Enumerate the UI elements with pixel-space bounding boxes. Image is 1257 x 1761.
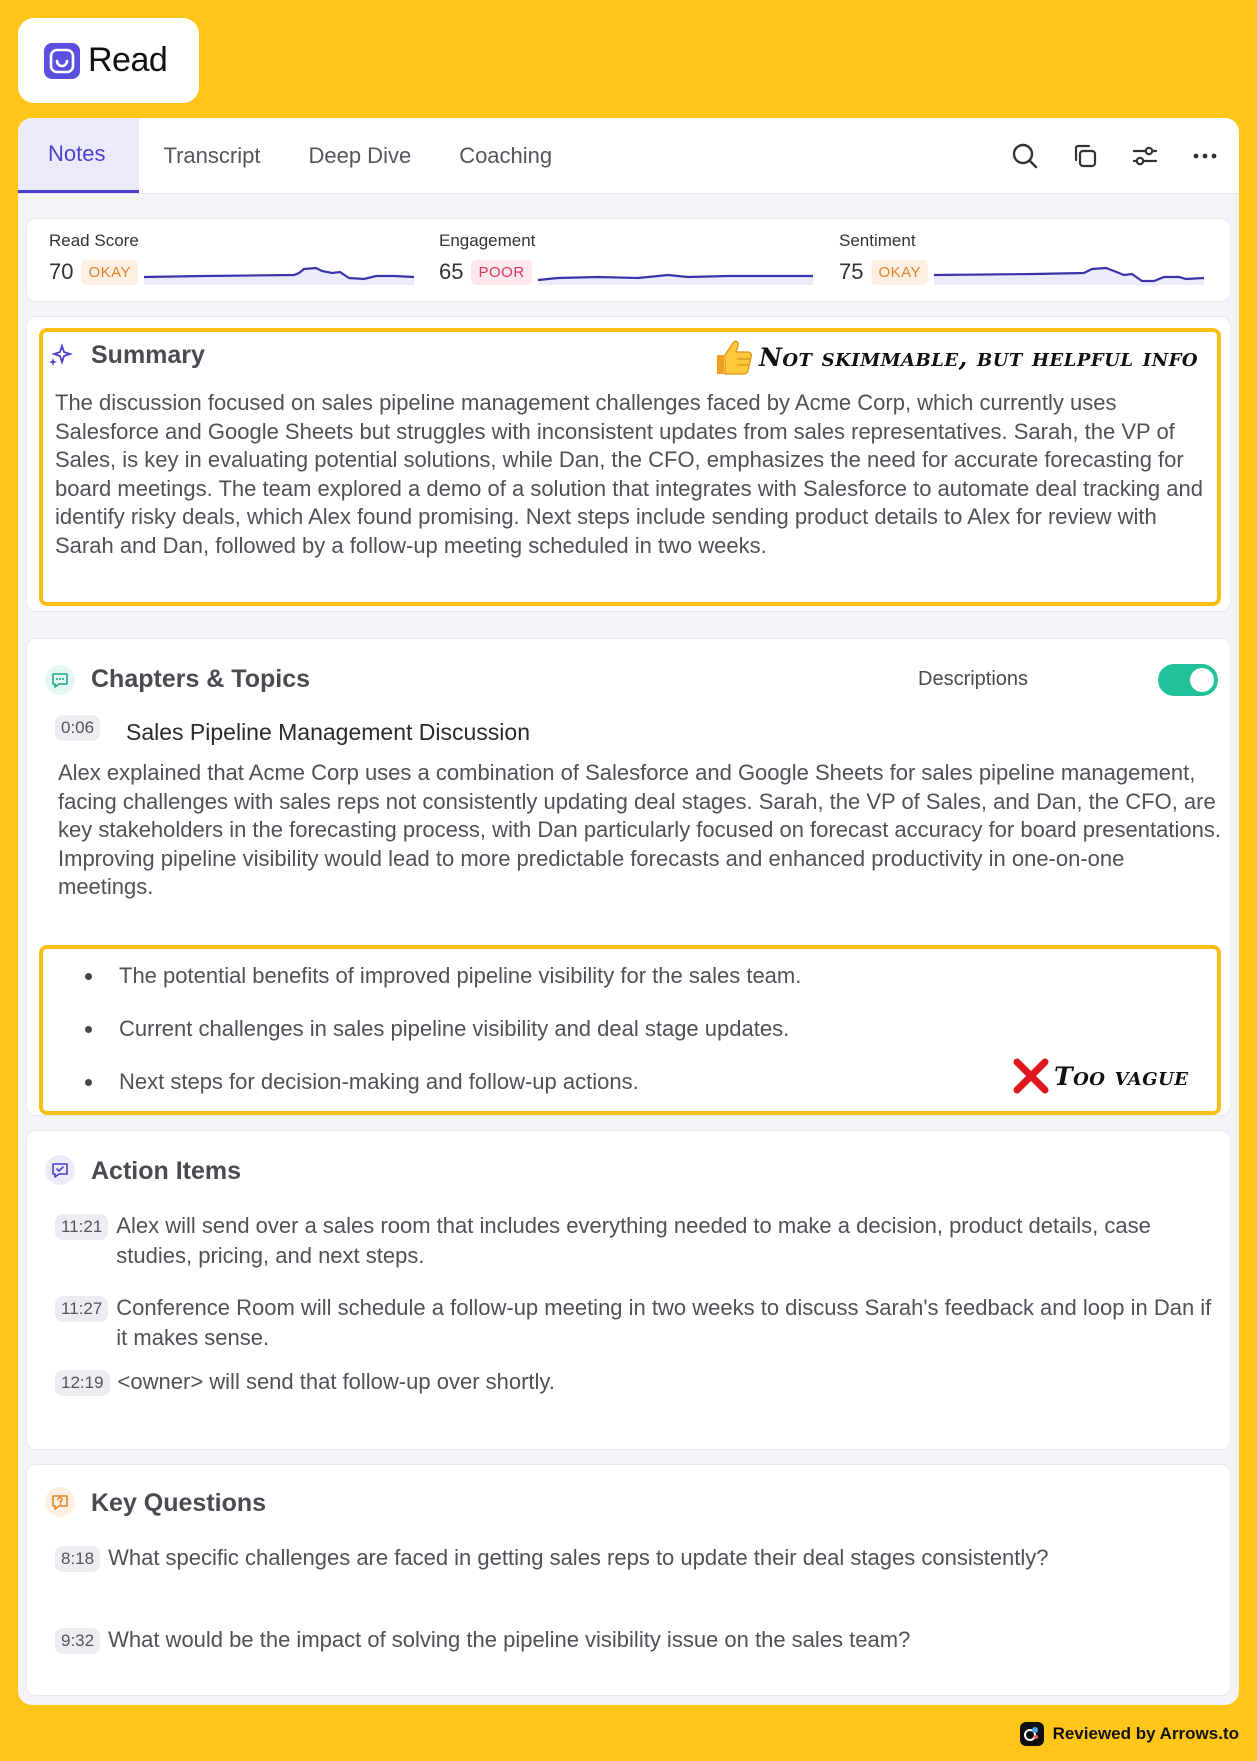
score-read[interactable] [49, 231, 414, 285]
timestamp[interactable]: 8:18 [55, 1546, 100, 1572]
chapters-card [26, 638, 1231, 1116]
score-label: Read Score [49, 231, 139, 250]
read-logo-icon [44, 43, 80, 79]
check-chat-icon [45, 1155, 75, 1185]
question-text: What specific challenges are faced in getting sales reps to update their deal stages consistently? [108, 1545, 1049, 1570]
chapter-title[interactable]: Sales Pipeline Management Discussion [126, 719, 530, 745]
tab-deep-dive[interactable]: Deep Dive [308, 142, 412, 168]
tab-bar [18, 118, 1239, 194]
sparkline-chart [934, 259, 1204, 285]
arrows-logo-icon [1019, 1721, 1045, 1747]
red-x-icon [1012, 1057, 1050, 1095]
action-items-card [26, 1130, 1231, 1450]
status-badge: OKAY [81, 260, 138, 285]
list-item: Next steps for decision-making and follow-up actions. [85, 1069, 801, 1122]
list-item[interactable] [55, 1293, 1225, 1353]
footer-text: Reviewed by Arrows.to [1052, 1724, 1239, 1743]
key-questions-title: Key Questions [91, 1489, 267, 1517]
list-item: Current challenges in sales pipeline visibility and deal stage updates. [85, 1016, 801, 1069]
question-chat-icon [45, 1487, 75, 1517]
list-item[interactable] [55, 1543, 1225, 1573]
action-item-text: Conference Room will schedule a follow-up meeting in two weeks to discuss Sarah's feedback and loop in Dan if it makes sense. [116, 1295, 1212, 1350]
list-item: The potential benefits of improved pipeline visibility for the sales team. [85, 963, 801, 1016]
sparkline-chart [538, 259, 813, 285]
summary-title: Summary [91, 341, 205, 369]
app-window [18, 118, 1239, 1705]
search-icon[interactable] [1009, 140, 1041, 172]
action-item-text: <owner> will send that follow-up over shortly. [117, 1369, 555, 1394]
tab-coaching[interactable]: Coaching [459, 142, 553, 168]
thumbs-up-icon [713, 337, 755, 377]
chapter-description: Alex explained that Acme Corp uses a combination of Salesforce and Google Sheets for sales pipeline management, facing challenges with sales reps not consistently updating deal stages. Sarah, the VP of Sales, and Dan, the CFO, are key stakeholders in the forecasting process, with Dan particularly focused on forecast accuracy for board presentations. Improving pipeline visibility would lead to more predictable forecasts and enhanced productivity in one-on-one meetings. [58, 760, 1221, 899]
summary-card [26, 316, 1231, 612]
score-sentiment[interactable] [839, 231, 1204, 285]
reviewed-by-badge[interactable] [1019, 1721, 1239, 1747]
score-value: 75 [839, 259, 864, 284]
settings-sliders-icon[interactable] [1129, 140, 1161, 172]
more-icon[interactable] [1189, 140, 1221, 172]
tab-transcript[interactable]: Transcript [163, 142, 261, 168]
score-label: Sentiment [839, 231, 916, 250]
tab-notes[interactable]: Notes [18, 118, 139, 193]
timestamp[interactable]: 11:21 [55, 1214, 108, 1240]
descriptions-toggle[interactable] [1158, 664, 1218, 696]
chat-bubble-icon [45, 665, 75, 695]
list-item[interactable] [55, 1625, 1225, 1655]
annotation-text: Too vague [1054, 1061, 1189, 1091]
list-item[interactable] [55, 1211, 1225, 1271]
score-engagement[interactable] [439, 231, 813, 285]
status-badge: POOR [471, 260, 531, 285]
timestamp[interactable]: 9:32 [55, 1628, 100, 1654]
action-items-title: Action Items [91, 1157, 242, 1185]
annotation-note [713, 337, 1198, 377]
brand-name: Read [88, 41, 168, 79]
list-item[interactable] [55, 1367, 1225, 1397]
sparkline-chart [144, 259, 414, 285]
status-badge: OKAY [871, 260, 928, 285]
timestamp[interactable]: 12:19 [55, 1370, 110, 1396]
action-item-text: Alex will send over a sales room that includes everything needed to make a decision, product details, case studies, pricing, and next steps. [116, 1213, 1151, 1268]
key-questions-card [26, 1464, 1231, 1696]
score-label: Engagement [439, 231, 536, 250]
chapters-title: Chapters & Topics [91, 665, 311, 693]
chapter-timestamp[interactable]: 0:06 [55, 715, 100, 741]
descriptions-label: Descriptions [918, 668, 1029, 690]
scores-card [26, 218, 1231, 302]
brand-logo [18, 18, 199, 103]
score-value: 65 [439, 259, 464, 284]
annotation-text: Not skimmable, but helpful info [759, 342, 1199, 372]
toolbar [1009, 118, 1239, 194]
copy-icon[interactable] [1069, 140, 1101, 172]
score-value: 70 [49, 259, 74, 284]
sparkle-icon [45, 341, 75, 371]
question-text: What would be the impact of solving the pipeline visibility issue on the sales team? [108, 1627, 911, 1652]
timestamp[interactable]: 11:27 [55, 1296, 108, 1322]
annotation-note [1012, 1057, 1189, 1095]
topics-list [85, 963, 801, 1122]
summary-text: The discussion focused on sales pipeline management challenges faced by Acme Corp, which currently uses Salesforce and Google Sheets but struggles with inconsistent updates from sales representatives. Sarah, the VP of Sales, is key in evaluating potential solutions, while Dan, the CFO, emphasizes the need for accurate forecasting for board meetings. The team explored a demo of a solution that integrates with Salesforce to automate deal tracking and identify risky deals, which Alex found promising. Next steps include sending product details to Alex for review with Sarah and Dan, followed by a follow-up meeting scheduled in two weeks. [55, 390, 1203, 558]
